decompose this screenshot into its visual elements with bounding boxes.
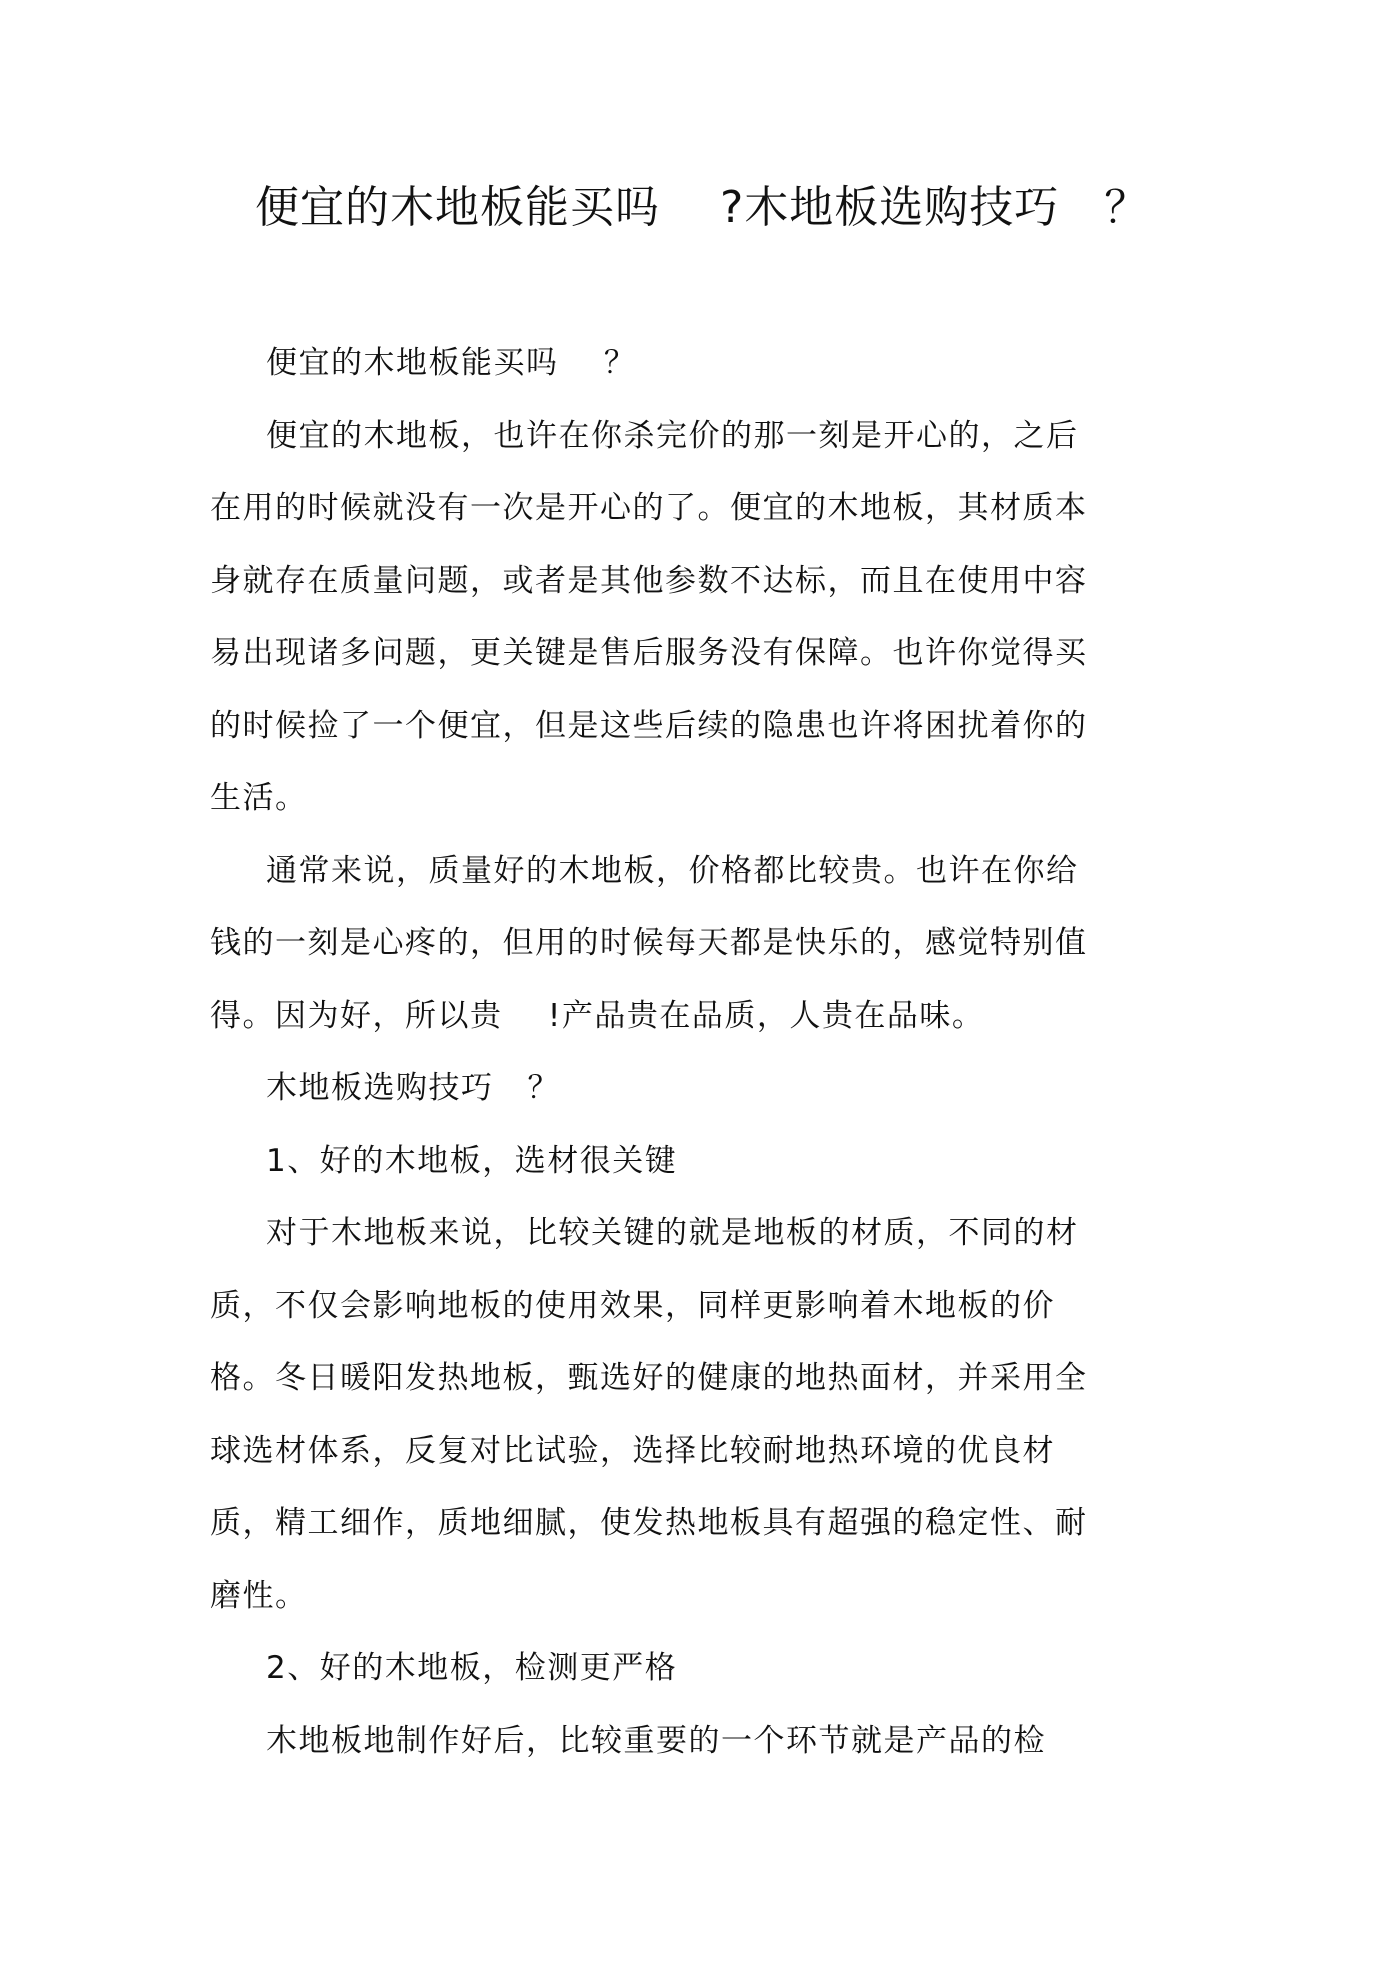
subheading-buying-tips: 木地板选购技巧 ？	[266, 1070, 561, 1106]
tip-heading-testing: 2、好的木地板，检测更严格	[266, 1650, 678, 1686]
document-title: 便宜的木地板能买吗 ?木地板选购技巧 ？	[255, 182, 1150, 233]
document-body	[210, 327, 1105, 1777]
paragraph-quality-price: 通常来说，质量好的木地板，价格都比较贵。也许在你给钱的一刻是心疼的，但用的时候每天都是快乐的，感觉特别值得。因为好，所以贵 !产品贵在品质，人贵在品味。	[210, 852, 1088, 1034]
paragraph-material: 对于木地板来说，比较关键的就是地板的材质，不同的材质，不仅会影响地板的使用效果，同样更影响着木地板的价格。冬日暖阳发热地板，甄选好的健康的地热面材，并采用全球选材体系，反复对比试验，选择比较耐地热环境的优良材质，精工细作，质地细腻，使发热地板具有超强的稳定性、耐磨性。	[210, 1215, 1088, 1614]
paragraph-cheap-floor-drawbacks: 便宜的木地板，也许在你杀完价的那一刻是开心的，之后在用的时候就没有一次是开心的了。便宜的木地板，其材质本身就存在质量问题，或者是其他参数不达标，而且在使用中容易出现诸多问题，更关键是售后服务没有保障。也许你觉得买的时候捡了一个便宜，但是这些后续的隐患也许将困扰着你的生活。	[210, 417, 1088, 816]
subheading-cheap-floor: 便宜的木地板能买吗 ？	[266, 345, 637, 381]
paragraph-testing: 木地板地制作好后，比较重要的一个环节就是产品的检	[266, 1722, 1046, 1759]
tip-heading-material: 1、好的木地板，选材很关键	[266, 1142, 678, 1179]
